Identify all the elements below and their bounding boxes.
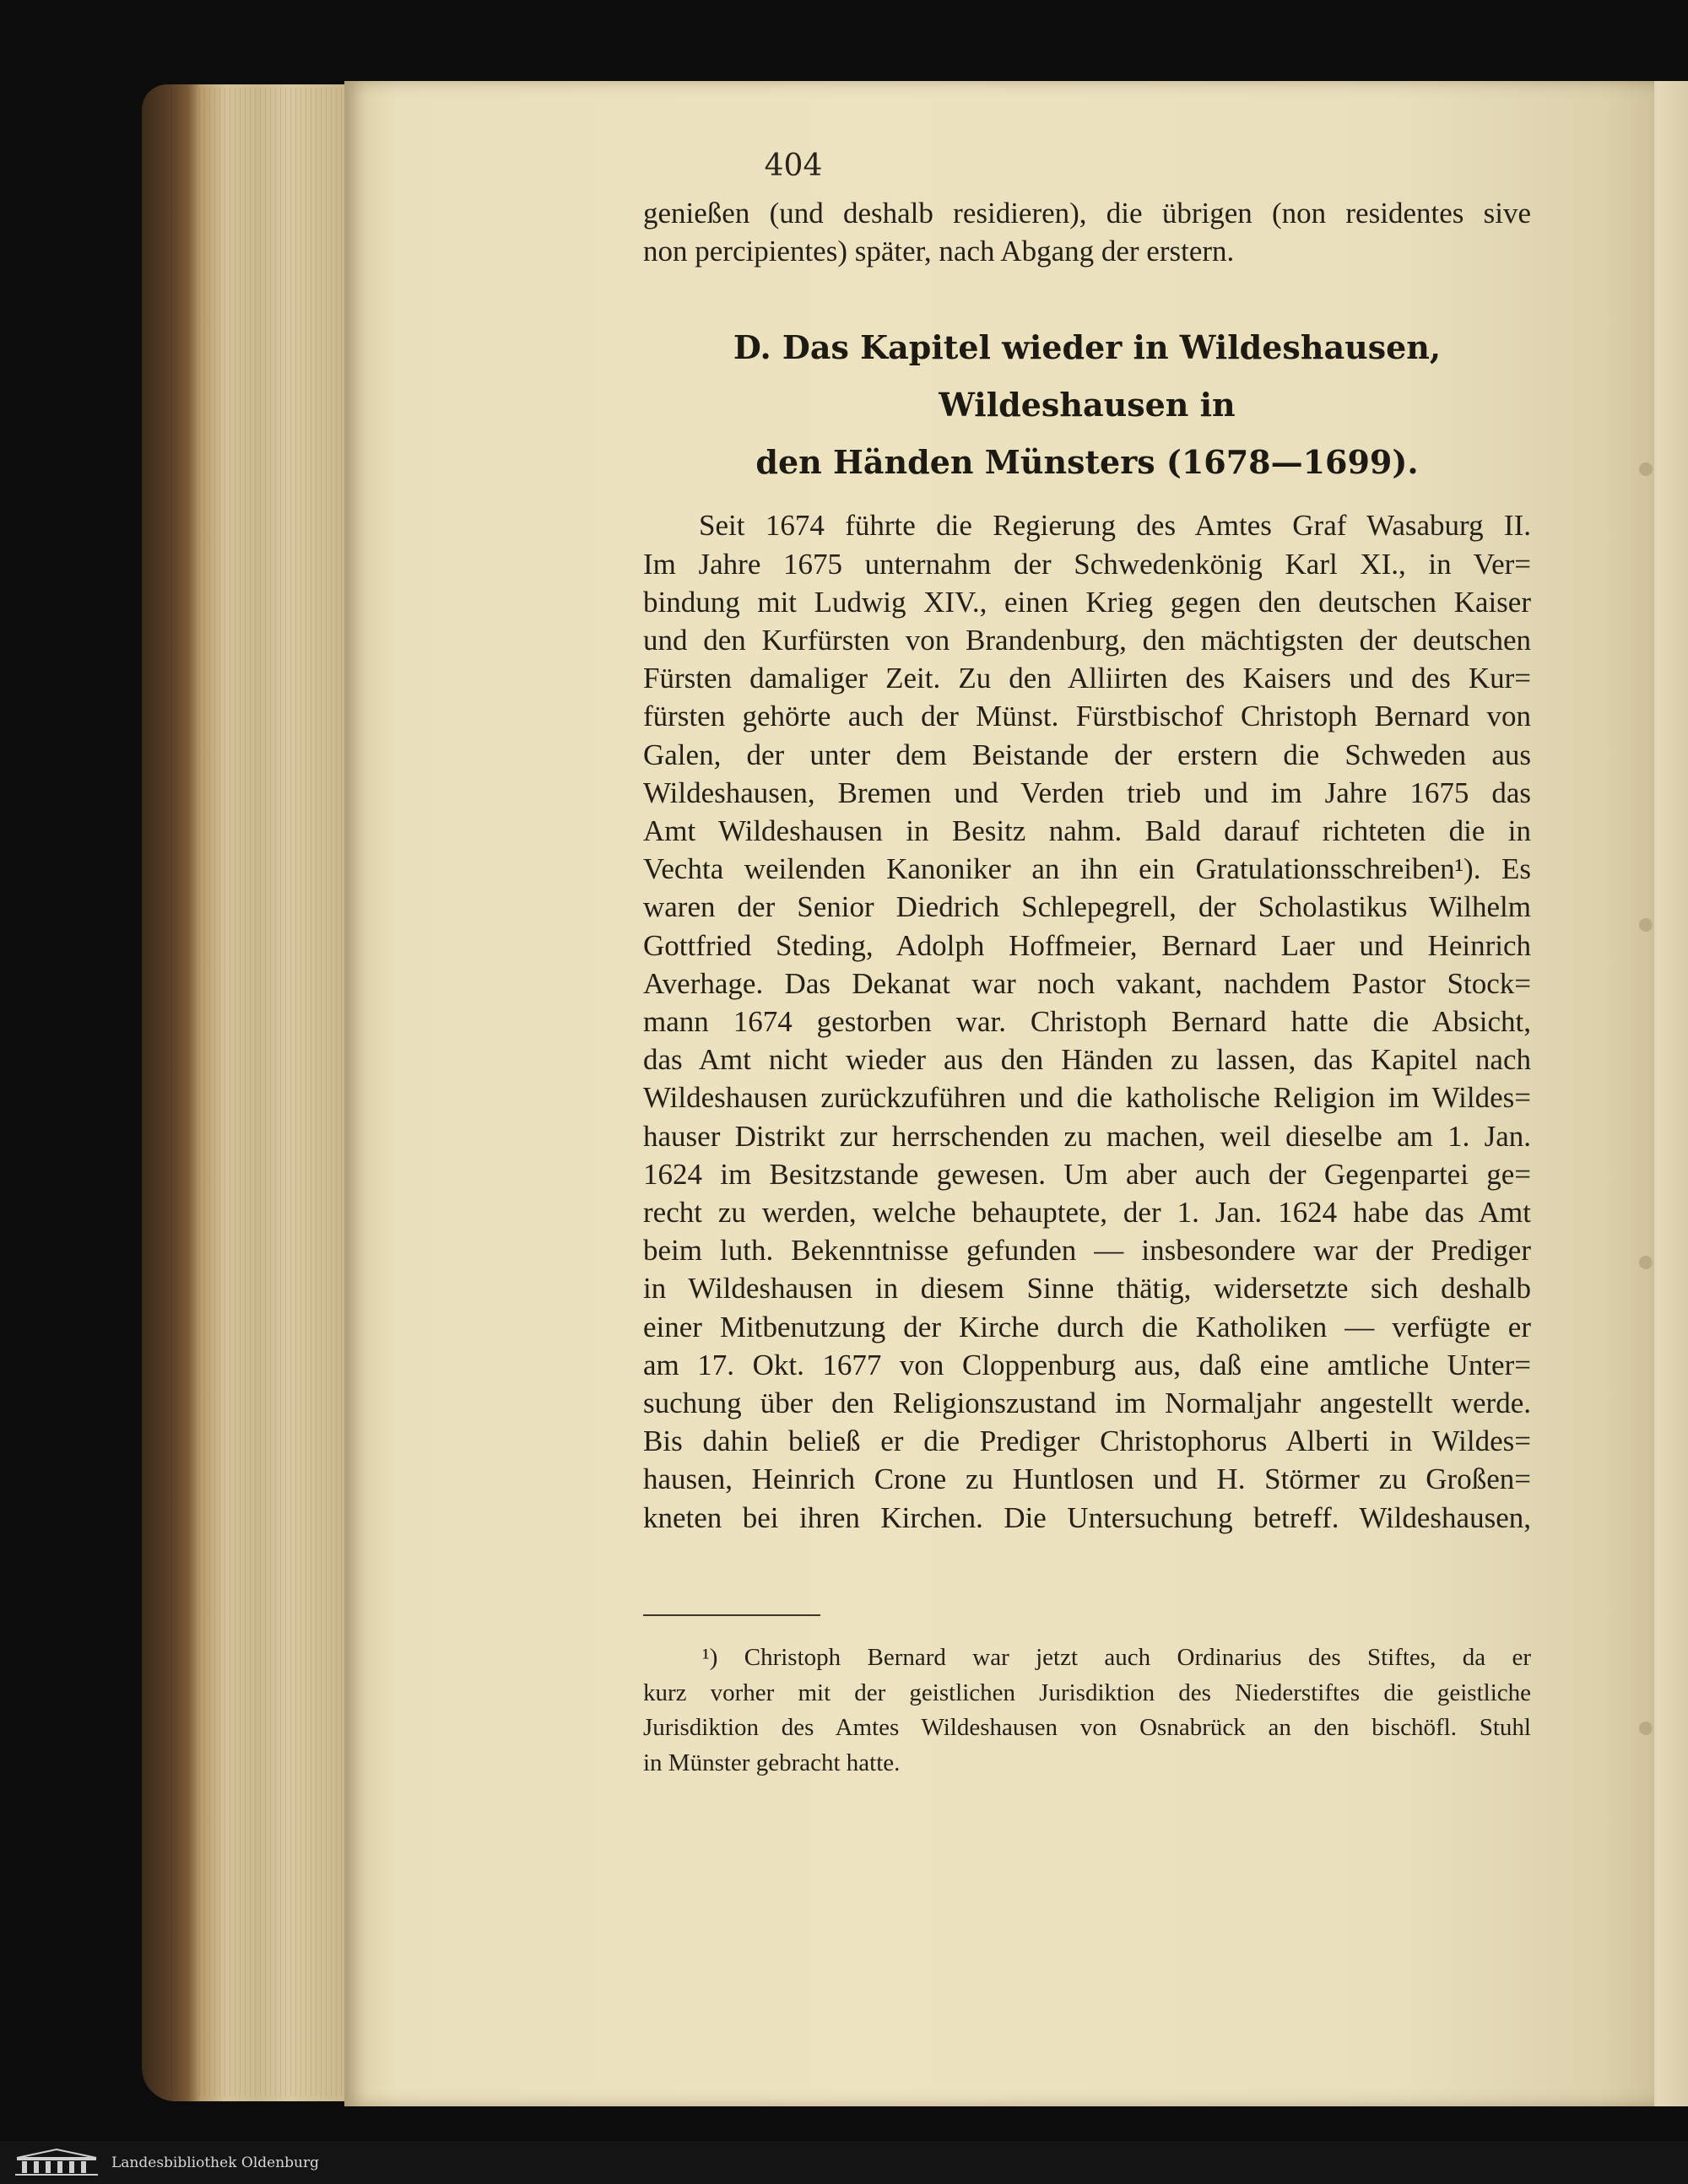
text-line: Im Jahre 1675 unternahm der Schwedenkönig Karl XI., in Ver=	[643, 547, 1531, 581]
text-line: in Wildeshausen in diesem Sinne thätig, widersetzte sich deshalb	[643, 1272, 1531, 1306]
opening-paragraph	[643, 194, 1531, 270]
text-line: 1624 im Besitzstande gewesen. Um aber auch der Gegenpartei ge=	[643, 1157, 1531, 1191]
footnote	[643, 1641, 1531, 1781]
page-number: 404	[764, 149, 823, 183]
text-line: non percipientes) später, nach Abgang der erstern.	[643, 235, 1235, 268]
text-line: Averhage. Das Dekanat war noch vakant, nachdem Pastor Stock=	[643, 966, 1531, 1000]
text-line: beim luth. Bekenntnisse gefunden — insbesondere war der Prediger	[643, 1234, 1531, 1268]
footnote-line: ¹) Christoph Bernard war jetzt auch Ordinarius des Stiftes, da er	[702, 1644, 1531, 1671]
text-line: suchung über den Religionszustand im Normaljahr angestellt werde.	[643, 1387, 1531, 1420]
heading-line: D. Das Kapitel wieder in Wildeshausen, Wildeshausen in	[733, 328, 1442, 424]
text-line: recht zu werden, welche behauptete, der 1. Jan. 1624 habe das Amt	[643, 1196, 1531, 1230]
page-edge-mark	[1639, 918, 1653, 932]
text-line: Amt Wildeshausen in Besitz nahm. Bald darauf richteten die in	[643, 814, 1531, 848]
page-edge-mark	[1639, 1722, 1653, 1735]
library-name[interactable]: Landesbibliothek Oldenburg	[111, 2154, 320, 2171]
text-line: und den Kurfürsten von Brandenburg, den mächtigsten der deutschen	[643, 624, 1531, 657]
text-line: das Amt nicht wieder aus den Händen zu lassen, das Kapitel nach	[643, 1043, 1531, 1077]
section-heading	[643, 319, 1531, 491]
body-paragraph	[643, 506, 1531, 1536]
page-stack-lines	[169, 88, 346, 2096]
text-line: Seit 1674 führte die Regierung des Amtes Graf Wasaburg II.	[699, 509, 1531, 543]
text-line: Bis dahin beließ er die Prediger Christophorus Alberti in Wildes=	[643, 1424, 1531, 1458]
library-building-icon[interactable]	[10, 2148, 103, 2178]
text-line: am 17. Okt. 1677 von Cloppenburg aus, daß eine amtliche Unter=	[643, 1348, 1531, 1381]
text-line: fürsten gehörte auch der Münst. Fürstbischof Christoph Bernard von	[643, 700, 1531, 733]
text-line: genießen (und deshalb residieren), die übrigen (non residentes sive	[643, 197, 1531, 230]
page-edge-mark	[1639, 462, 1653, 476]
text-line: kneten bei ihren Kirchen. Die Untersuchung betreff. Wildeshausen,	[643, 1500, 1531, 1534]
page-text	[643, 194, 1531, 1537]
text-line: mann 1674 gestorben war. Christoph Bernard hatte die Absicht,	[643, 1005, 1531, 1039]
text-line: Vechta weilenden Kanoniker an ihn ein Gratulationsschreiben¹). Es	[643, 852, 1531, 886]
footnote-line: kurz vorher mit der geistlichen Jurisdiktion des Niederstiftes die geistliche	[643, 1679, 1531, 1706]
footnote-line: Jurisdiktion des Amtes Wildeshausen von Osnabrück an den bischöfl. Stuhl	[643, 1714, 1531, 1741]
text-line: Wildeshausen, Bremen und Verden trieb und im Jahre 1675 das	[643, 776, 1531, 809]
text-line: Wildeshausen zurückzuführen und die katholische Religion im Wildes=	[643, 1081, 1531, 1115]
text-line: einer Mitbenutzung der Kirche durch die Katholiken — verfügte er	[643, 1310, 1531, 1343]
text-line: waren der Senior Diedrich Schlepegrell, der Scholastikus Wilhelm	[643, 890, 1531, 924]
text-line: Gottfried Steding, Adolph Hoffmeier, Bernard Laer und Heinrich	[643, 928, 1531, 962]
text-line: bindung mit Ludwig XIV., einen Krieg gegen den deutschen Kaiser	[643, 585, 1531, 619]
footer-bar	[0, 2141, 1688, 2184]
text-line: Fürsten damaliger Zeit. Zu den Alliirten des Kaisers und des Kur=	[643, 662, 1531, 695]
text-line: hauser Distrikt zur herrschenden zu machen, weil dieselbe am 1. Jan.	[643, 1119, 1531, 1153]
text-line: hausen, Heinrich Crone zu Huntlosen und H. Störmer zu Großen=	[643, 1462, 1531, 1496]
heading-line: den Händen Münsters (1678—1699).	[755, 443, 1419, 482]
footnote-rule	[643, 1614, 820, 1616]
text-line: Galen, der unter dem Beistande der erstern die Schweden aus	[643, 738, 1531, 771]
footnote-line: in Münster gebracht hatte.	[643, 1749, 901, 1776]
page-edge-mark	[1639, 1256, 1653, 1269]
